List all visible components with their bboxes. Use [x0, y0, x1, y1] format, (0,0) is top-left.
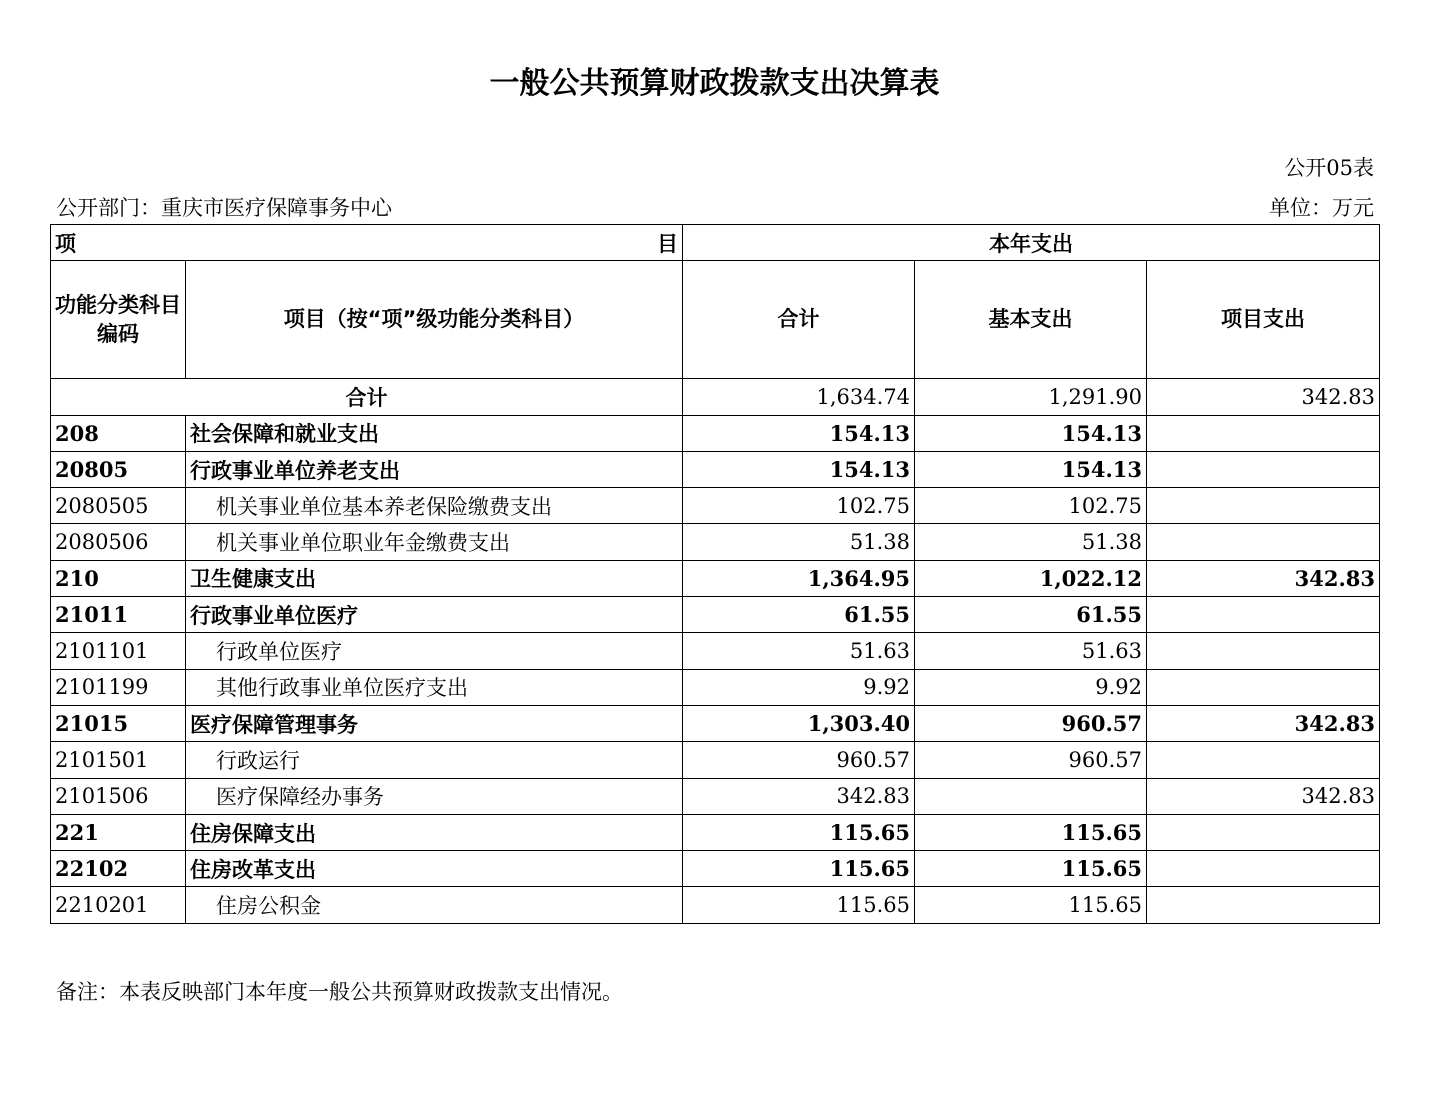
item-header-right: 目	[657, 231, 678, 256]
row-name: 行政事业单位医疗	[186, 597, 683, 633]
row-name: 其他行政事业单位医疗支出	[186, 669, 683, 705]
header-row-1	[51, 225, 1380, 261]
row-basic: 51.38	[915, 524, 1147, 560]
row-basic: 115.65	[915, 887, 1147, 923]
row-basic: 154.13	[915, 451, 1147, 487]
row-total: 154.13	[683, 415, 915, 451]
row-name: 机关事业单位职业年金缴费支出	[186, 524, 683, 560]
row-project	[1147, 524, 1380, 560]
row-name: 社会保障和就业支出	[186, 415, 683, 451]
table-row	[51, 778, 1380, 814]
row-name: 行政单位医疗	[186, 633, 683, 669]
table-row	[51, 524, 1380, 560]
total-row-project: 342.83	[1147, 379, 1380, 415]
row-basic: 9.92	[915, 669, 1147, 705]
name-column-header: 项目（按“项”级功能分类科目）	[186, 261, 683, 379]
expense-table	[50, 224, 1380, 924]
table-row	[51, 814, 1380, 850]
row-project: 342.83	[1147, 705, 1380, 741]
row-code: 22102	[51, 851, 186, 887]
row-code: 21015	[51, 705, 186, 741]
row-total: 51.63	[683, 633, 915, 669]
total-row-total: 1,634.74	[683, 379, 915, 415]
table-row	[51, 633, 1380, 669]
row-basic: 51.63	[915, 633, 1147, 669]
row-name: 住房保障支出	[186, 814, 683, 850]
row-basic: 115.65	[915, 851, 1147, 887]
row-project	[1147, 597, 1380, 633]
form-number: 公开05表	[1284, 156, 1374, 180]
row-name: 行政运行	[186, 742, 683, 778]
item-header	[51, 225, 683, 261]
row-basic: 960.57	[915, 742, 1147, 778]
row-project	[1147, 814, 1380, 850]
row-name: 行政事业单位养老支出	[186, 451, 683, 487]
row-total: 1,364.95	[683, 560, 915, 596]
row-code: 2101501	[51, 742, 186, 778]
footnote: 备注：本表反映部门本年度一般公共预算财政拨款支出情况。	[56, 980, 623, 1004]
row-total: 51.38	[683, 524, 915, 560]
row-total: 9.92	[683, 669, 915, 705]
row-total: 115.65	[683, 814, 915, 850]
row-project	[1147, 451, 1380, 487]
table-row	[51, 705, 1380, 741]
row-total: 342.83	[683, 778, 915, 814]
table-row	[51, 742, 1380, 778]
row-project	[1147, 851, 1380, 887]
unit-label: 单位：万元	[1269, 196, 1374, 220]
row-code: 2210201	[51, 887, 186, 923]
row-total: 61.55	[683, 597, 915, 633]
total-row-basic: 1,291.90	[915, 379, 1147, 415]
row-total: 115.65	[683, 887, 915, 923]
row-basic: 61.55	[915, 597, 1147, 633]
row-name: 机关事业单位基本养老保险缴费支出	[186, 488, 683, 524]
row-project	[1147, 742, 1380, 778]
row-basic: 960.57	[915, 705, 1147, 741]
row-code: 2101101	[51, 633, 186, 669]
row-total: 1,303.40	[683, 705, 915, 741]
row-name: 住房公积金	[186, 887, 683, 923]
row-project	[1147, 488, 1380, 524]
row-basic: 1,022.12	[915, 560, 1147, 596]
row-name: 卫生健康支出	[186, 560, 683, 596]
row-project: 342.83	[1147, 560, 1380, 596]
table-row	[51, 415, 1380, 451]
row-project: 342.83	[1147, 778, 1380, 814]
row-project	[1147, 633, 1380, 669]
row-code: 2101199	[51, 669, 186, 705]
row-code: 20805	[51, 451, 186, 487]
table-row	[51, 560, 1380, 596]
row-project	[1147, 415, 1380, 451]
code-column-header: 功能分类科目编码	[51, 261, 186, 379]
table-row	[51, 488, 1380, 524]
total-column-header: 合计	[683, 261, 915, 379]
row-code: 2101506	[51, 778, 186, 814]
total-row-label: 合计	[51, 379, 683, 415]
row-basic: 115.65	[915, 814, 1147, 850]
basic-column-header: 基本支出	[915, 261, 1147, 379]
row-code: 210	[51, 560, 186, 596]
row-name: 医疗保障管理事务	[186, 705, 683, 741]
row-total: 102.75	[683, 488, 915, 524]
total-row	[51, 379, 1380, 415]
row-code: 21011	[51, 597, 186, 633]
table-row	[51, 597, 1380, 633]
row-basic: 154.13	[915, 415, 1147, 451]
row-name: 住房改革支出	[186, 851, 683, 887]
page-title: 一般公共预算财政拨款支出决算表	[489, 66, 940, 101]
row-basic: 102.75	[915, 488, 1147, 524]
table-row	[51, 669, 1380, 705]
row-total: 115.65	[683, 851, 915, 887]
row-project	[1147, 887, 1380, 923]
row-total: 154.13	[683, 451, 915, 487]
row-code: 221	[51, 814, 186, 850]
project-column-header: 项目支出	[1147, 261, 1380, 379]
row-name: 医疗保障经办事务	[186, 778, 683, 814]
row-basic	[915, 778, 1147, 814]
row-project	[1147, 669, 1380, 705]
table-row	[51, 451, 1380, 487]
table-row	[51, 887, 1380, 923]
row-total: 960.57	[683, 742, 915, 778]
row-code: 208	[51, 415, 186, 451]
table-row	[51, 851, 1380, 887]
department-label: 公开部门：重庆市医疗保障事务中心	[56, 196, 392, 220]
row-code: 2080506	[51, 524, 186, 560]
row-code: 2080505	[51, 488, 186, 524]
header-row-2	[51, 261, 1380, 379]
item-header-left: 项	[55, 231, 76, 256]
year-expense-header: 本年支出	[683, 225, 1380, 261]
